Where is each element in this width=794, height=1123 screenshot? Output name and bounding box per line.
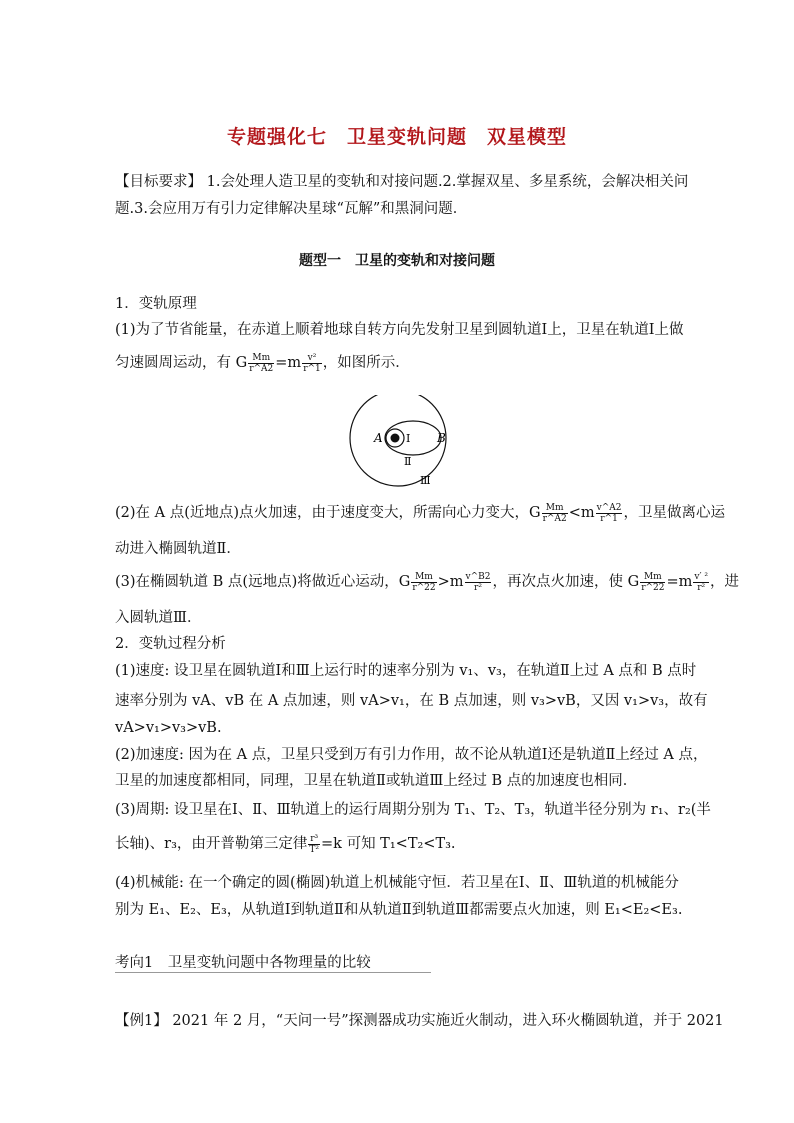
speed-line-2: 速率分别为 vA、vB 在 A 点加速，则 vA>v₁，在 B 点加速，则 v₃>vB，又因 v₁>v₃，故有	[115, 693, 708, 709]
fraction-denominator: r^A2	[249, 363, 274, 374]
text-fragment: (2)在 A 点(近地点)点火加速，由于速度变大，所需向心力变大，G	[115, 505, 541, 521]
part1-p2-line1	[115, 502, 725, 524]
fraction-numerator: v^B2	[465, 571, 491, 582]
fraction-numerator: v^A2	[596, 502, 622, 513]
topic-heading: 考向1 卫星变轨问题中各物理量的比较	[115, 955, 371, 971]
energy-line-1: (4)机械能: 在一个确定的圆(椭圆)轨道上机械能守恒．若卫星在Ⅰ、Ⅱ、Ⅲ轨道的机械能分	[115, 875, 679, 891]
relation: =m	[275, 355, 302, 371]
fraction	[640, 572, 665, 593]
fraction-denominator: r^1	[303, 363, 321, 374]
earth-dot	[391, 434, 400, 443]
fraction	[308, 834, 320, 855]
text-fragment: ，进	[710, 574, 739, 590]
text-fragment: 长轴)、r₃，由开普勒第三定律	[115, 836, 308, 852]
period-line-1: (3)周期: 设卫星在Ⅰ、Ⅱ、Ⅲ轨道上的运行周期分别为 T₁、T₂、T₃，轨道半径分别为 r₁、r₂(半	[115, 802, 711, 818]
part1-p1-line2	[115, 352, 410, 374]
page-title: 专题强化七 卫星变轨问题 双星模型	[226, 126, 567, 148]
fraction-numerator: v′ ²	[694, 571, 708, 582]
text-fragment: ，再次点火加速，使 G	[492, 574, 640, 590]
label-orbit-1: Ⅰ	[406, 432, 411, 445]
fraction-numerator: Mm	[411, 572, 436, 583]
label-a: A	[374, 431, 383, 445]
text-fragment: (3)在椭圆轨道 B 点(远地点)将做近心运动，G	[115, 574, 411, 590]
fraction	[302, 353, 322, 374]
part1-heading: 1．变轨原理	[115, 296, 197, 312]
fraction-denominator: r²	[697, 582, 706, 593]
part1-p2-line2: 动进入椭圆轨道Ⅱ．	[115, 541, 241, 557]
speed-line-1: (1)速度: 设卫星在圆轨道Ⅰ和Ⅲ上运行时的速率分别为 v₁、v₃，在轨道Ⅱ上过 A 点和 B 点时	[115, 663, 697, 679]
fraction-numerator: v²	[302, 353, 322, 364]
fraction	[596, 503, 623, 524]
label-b: B	[437, 431, 446, 445]
fraction-denominator: r²	[474, 582, 482, 593]
text-fragment: =k 可知 T₁<T₂<T₃.	[321, 836, 456, 852]
fraction-denominator: r^22	[412, 582, 436, 593]
relation: =m	[666, 574, 693, 590]
relation: >m	[437, 574, 464, 590]
fraction	[542, 503, 568, 524]
fraction-numerator: Mm	[640, 572, 665, 583]
section-heading: 题型一 卫星的变轨和对接问题	[299, 253, 495, 269]
fraction-denominator: r^1	[600, 513, 618, 524]
energy-line-2: 别为 E₁、E₂、E₃，从轨道Ⅰ到轨道Ⅱ和从轨道Ⅱ到轨道Ⅲ都需要点火加速，则 E₁<E₂<E₃.	[115, 902, 683, 918]
part1-p1-line1: (1)为了节省能量，在赤道上顺着地球自转方向先发射卫星到圆轨道Ⅰ上，卫星在轨道Ⅰ上做	[115, 322, 684, 338]
fraction-denominator: r^A2	[542, 513, 567, 524]
part2-heading: 2．变轨过程分析	[115, 636, 226, 652]
speed-line-3: vA>v₁>v₃>vB.	[115, 720, 222, 736]
fraction-denominator: T²	[309, 844, 320, 855]
fraction	[693, 572, 709, 593]
relation: <m	[568, 505, 595, 521]
fraction	[248, 353, 274, 374]
fraction-denominator: r^22	[641, 582, 665, 593]
orbit-diagram	[340, 395, 470, 490]
label-orbit-2: Ⅱ	[404, 455, 412, 468]
topic-underline	[115, 972, 431, 973]
fraction	[465, 572, 492, 593]
part1-p3-line1	[115, 571, 739, 593]
part1-p3-line2: 入圆轨道Ⅲ．	[115, 610, 202, 626]
fraction-numerator: r³	[310, 833, 319, 844]
period-line-2	[115, 833, 456, 855]
fraction	[411, 572, 436, 593]
text-fragment: ，如图所示．	[322, 355, 410, 371]
fraction-numerator: Mm	[248, 353, 274, 364]
fraction-numerator: Mm	[542, 503, 568, 514]
acc-line-1: (2)加速度: 因为在 A 点，卫星只受到万有引力作用，故不论从轨道Ⅰ还是轨道Ⅱ上经过 A 点，	[115, 747, 708, 763]
text-fragment: ，卫星做离心运	[623, 505, 725, 521]
example-1: 【例1】 2021 年 2 月，“天问一号”探测器成功实施近火制动，进入环火椭圆轨道，并于 2021	[115, 1013, 724, 1029]
goal-line-1: 【目标要求】 1.会处理人造卫星的变轨和对接问题.2.掌握双星、多星系统，会解决相关问	[115, 174, 689, 190]
acc-line-2: 卫星的加速度都相同，同理，卫星在轨道Ⅱ或轨道Ⅲ上经过 B 点的加速度也相同．	[115, 773, 638, 789]
label-orbit-3: Ⅲ	[420, 474, 431, 487]
text-fragment: 匀速圆周运动，有 G	[115, 355, 248, 371]
goal-line-2: 题.3.会应用万有引力定律解决星球“瓦解”和黑洞问题．	[115, 201, 468, 217]
